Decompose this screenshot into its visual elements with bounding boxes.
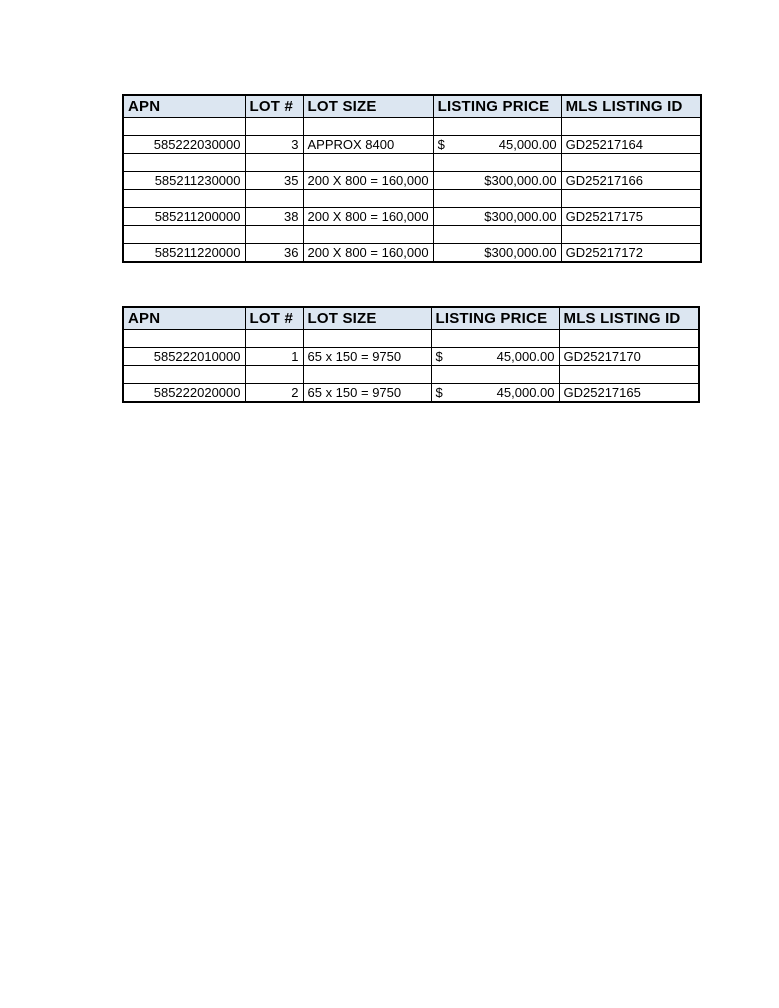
mls-id-cell: GD25217170 — [559, 348, 699, 366]
lot-size-cell: 200 X 800 = 160,000 — [303, 244, 433, 263]
listing-price-cell — [433, 244, 561, 263]
lot-size-cell: 200 X 800 = 160,000 — [303, 208, 433, 226]
price-amount: $300,000.00 — [484, 245, 557, 260]
price-amount: 45,000.00 — [496, 349, 555, 364]
listings-table-2 — [122, 306, 700, 403]
price-amount: 45,000.00 — [496, 385, 555, 400]
apn-cell: 585222020000 — [123, 384, 245, 403]
mls-id-cell: GD25217172 — [561, 244, 701, 263]
table-row — [123, 136, 701, 154]
empty-cell — [561, 190, 701, 208]
table-row — [123, 208, 701, 226]
apn-cell: 585222010000 — [123, 348, 245, 366]
lot-size-cell: 65 x 150 = 9750 — [303, 348, 431, 366]
empty-cell — [561, 226, 701, 244]
column-header: LOT # — [245, 307, 303, 330]
column-header: LOT SIZE — [303, 95, 433, 118]
empty-cell — [433, 190, 561, 208]
listing-price-cell — [433, 208, 561, 226]
apn-cell: 585211200000 — [123, 208, 245, 226]
price-amount: 45,000.00 — [498, 137, 557, 152]
lot-number-cell: 38 — [245, 208, 303, 226]
empty-cell — [245, 154, 303, 172]
mls-id-cell: GD25217164 — [561, 136, 701, 154]
spacer-row — [123, 366, 699, 384]
currency-symbol: $ — [435, 349, 443, 364]
empty-cell — [123, 226, 245, 244]
currency-symbol: $ — [435, 385, 443, 400]
empty-cell — [431, 366, 559, 384]
empty-cell — [559, 366, 699, 384]
empty-cell — [561, 154, 701, 172]
column-header: LOT # — [245, 95, 303, 118]
apn-cell: 585211230000 — [123, 172, 245, 190]
empty-cell — [433, 226, 561, 244]
price-amount: $300,000.00 — [484, 209, 557, 224]
empty-cell — [123, 190, 245, 208]
column-header: APN — [123, 95, 245, 118]
column-header: LOT SIZE — [303, 307, 431, 330]
currency-symbol: $ — [437, 137, 445, 152]
table-row — [123, 172, 701, 190]
empty-cell — [123, 330, 245, 348]
empty-cell — [123, 154, 245, 172]
column-header: MLS LISTING ID — [559, 307, 699, 330]
empty-cell — [245, 226, 303, 244]
lot-number-cell: 35 — [245, 172, 303, 190]
mls-id-cell: GD25217165 — [559, 384, 699, 403]
lot-size-cell: APPROX 8400 — [303, 136, 433, 154]
empty-cell — [303, 118, 433, 136]
mls-id-cell: GD25217175 — [561, 208, 701, 226]
empty-cell — [303, 226, 433, 244]
header-row — [123, 95, 701, 118]
mls-id-cell: GD25217166 — [561, 172, 701, 190]
table-row — [123, 348, 699, 366]
empty-cell — [303, 366, 431, 384]
empty-cell — [245, 366, 303, 384]
column-header: LISTING PRICE — [431, 307, 559, 330]
apn-cell: 585222030000 — [123, 136, 245, 154]
spacer-row — [123, 118, 701, 136]
empty-cell — [303, 330, 431, 348]
price-amount: $300,000.00 — [484, 173, 557, 188]
spacer-row — [123, 226, 701, 244]
empty-cell — [433, 154, 561, 172]
table-row — [123, 384, 699, 403]
lot-number-cell: 3 — [245, 136, 303, 154]
column-header: MLS LISTING ID — [561, 95, 701, 118]
table-row — [123, 244, 701, 263]
listings-table-1 — [122, 94, 702, 263]
empty-cell — [561, 118, 701, 136]
empty-cell — [303, 190, 433, 208]
empty-cell — [245, 190, 303, 208]
lot-number-cell: 2 — [245, 384, 303, 403]
column-header: LISTING PRICE — [433, 95, 561, 118]
spacer-row — [123, 154, 701, 172]
lot-size-cell: 65 x 150 = 9750 — [303, 384, 431, 403]
lot-size-cell: 200 X 800 = 160,000 — [303, 172, 433, 190]
spacer-row — [123, 330, 699, 348]
empty-cell — [123, 366, 245, 384]
apn-cell: 585211220000 — [123, 244, 245, 263]
empty-cell — [559, 330, 699, 348]
lot-number-cell: 1 — [245, 348, 303, 366]
empty-cell — [245, 118, 303, 136]
listing-price-cell — [433, 172, 561, 190]
listing-price-cell — [431, 384, 559, 403]
empty-cell — [431, 330, 559, 348]
listing-price-cell — [433, 136, 561, 154]
listing-price-cell — [431, 348, 559, 366]
empty-cell — [303, 154, 433, 172]
empty-cell — [245, 330, 303, 348]
spacer-row — [123, 190, 701, 208]
empty-cell — [123, 118, 245, 136]
empty-cell — [433, 118, 561, 136]
header-row — [123, 307, 699, 330]
lot-number-cell: 36 — [245, 244, 303, 263]
column-header: APN — [123, 307, 245, 330]
